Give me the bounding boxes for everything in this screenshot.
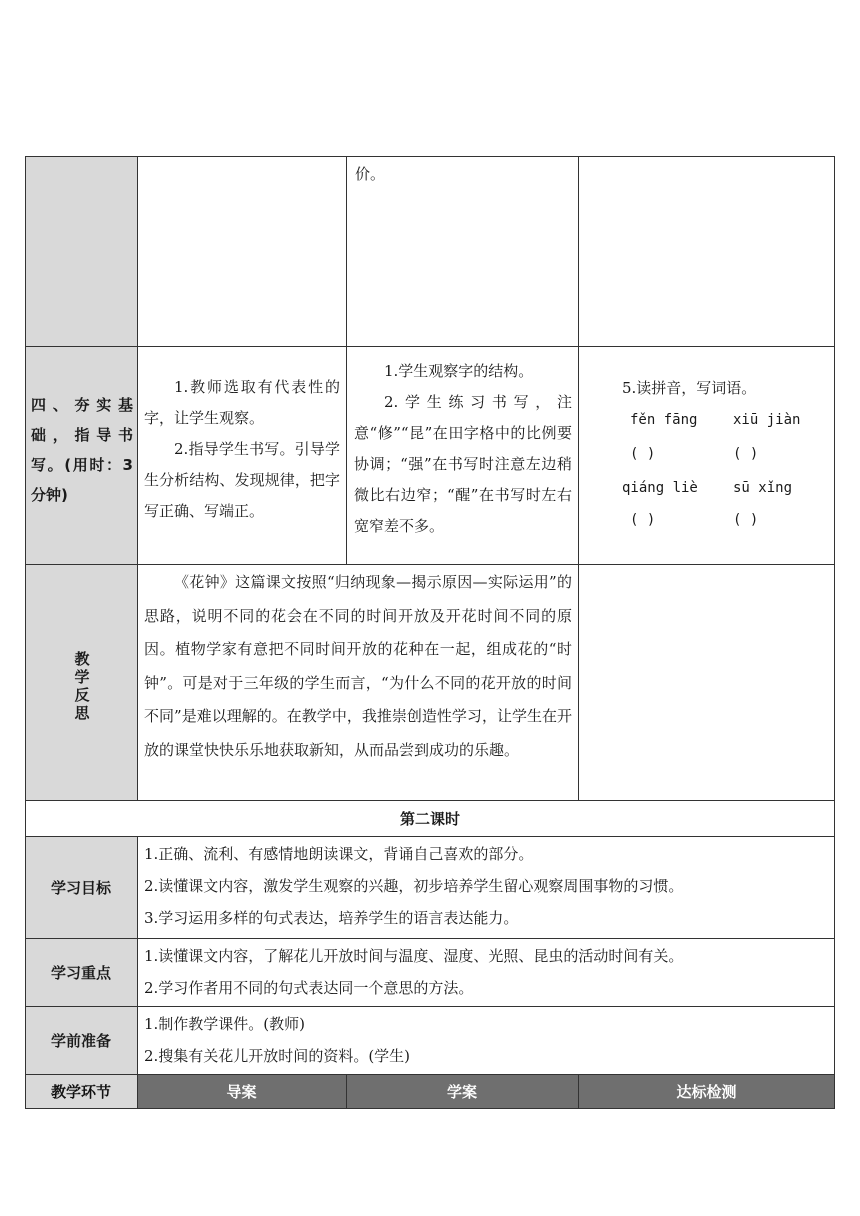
pinyin-3: qiáng liè bbox=[622, 480, 698, 496]
focus-item: 2.学习作者用不同的句式表达同一个意思的方法。 bbox=[144, 979, 474, 997]
goal-item: 2.读懂课文内容，激发学生观察的兴趣，初步培养学生留心观察周围事物的习惯。 bbox=[144, 877, 684, 895]
border-col1-bottom bbox=[137, 836, 138, 1108]
study-item-2: 2.学生练习书写，注意“修”“昆”在田字格中的比例要协调；“强”在书写时注意左边稍微比右边窄；“醒”在书写时左右宽窄差不多。 bbox=[354, 393, 572, 535]
goals-list bbox=[144, 838, 830, 934]
blank-2: ( ) bbox=[733, 446, 759, 462]
border-prep bbox=[25, 1074, 835, 1075]
border-focus bbox=[25, 1006, 835, 1007]
row2-guide bbox=[144, 372, 340, 527]
goals-label: 学习目标 bbox=[50, 878, 111, 897]
header-col2: 导案 bbox=[137, 1074, 346, 1108]
row1-label-cell bbox=[25, 156, 137, 346]
header-col3: 学案 bbox=[346, 1074, 578, 1108]
goal-item: 1.正确、流利、有感情地朗读课文，背诵自己喜欢的部分。 bbox=[144, 845, 534, 863]
border-col2-bottom bbox=[346, 1074, 347, 1108]
prep-label: 学前准备 bbox=[50, 1031, 111, 1050]
guide-item-1: 1.教师选取有代表性的字，让学生观察。 bbox=[144, 378, 340, 427]
focus-list bbox=[144, 940, 830, 1004]
border-goals bbox=[25, 938, 835, 939]
pinyin-2: xiū jiàn bbox=[733, 412, 801, 428]
border-row2 bbox=[25, 564, 835, 565]
guide-item-2: 2.指导学生书写。引导学生分析结构、发现规律，把字写正确、写端正。 bbox=[144, 440, 340, 520]
check-title: 5.读拼音，写词语。 bbox=[622, 379, 757, 397]
border-section bbox=[25, 836, 835, 837]
border-col1-top bbox=[137, 156, 138, 800]
border-right bbox=[834, 156, 835, 1109]
border-bottom bbox=[25, 1108, 835, 1109]
blank-1: ( ) bbox=[630, 446, 656, 462]
prep-item: 2.搜集有关花儿开放时间的资料。(学生) bbox=[144, 1047, 411, 1065]
row3-text bbox=[144, 566, 572, 767]
section-title: 第二课时 bbox=[399, 809, 460, 828]
border-top bbox=[25, 156, 835, 157]
goal-item: 3.学习运用多样的句式表达，培养学生的语言表达能力。 bbox=[144, 909, 519, 927]
border-col3-bottom bbox=[578, 1074, 579, 1108]
focus-item: 1.读懂课文内容，了解花儿开放时间与温度、湿度、光照、昆虫的活动时间有关。 bbox=[144, 947, 684, 965]
header-col4: 达标检测 bbox=[578, 1074, 835, 1108]
row2-study bbox=[354, 356, 572, 542]
row1-col3-text: 价。 bbox=[355, 165, 386, 183]
blank-4: ( ) bbox=[733, 512, 759, 528]
blank-3: ( ) bbox=[630, 512, 656, 528]
border-col3-top bbox=[578, 156, 579, 800]
border-col2-top bbox=[346, 156, 347, 564]
pinyin-1: fěn fāng bbox=[630, 412, 698, 428]
pinyin-4: sū xǐng bbox=[733, 480, 793, 496]
focus-label: 学习重点 bbox=[50, 963, 111, 982]
border-row1 bbox=[25, 346, 835, 347]
study-item-1: 1.学生观察字的结构。 bbox=[384, 362, 534, 380]
header-col1: 教学环节 bbox=[25, 1074, 137, 1108]
prep-item: 1.制作教学课件。(教师) bbox=[144, 1015, 306, 1033]
row3-label: 教学反思 bbox=[74, 650, 90, 722]
reflection-paragraph: 《花钟》这篇课文按照“归纳现象—揭示原因—实际运用”的思路，说明不同的花会在不同的时间开放及开花时间不同的原因。植物学家有意把不同时间开放的花种在一起，组成花的“时钟”。可是对于三年级的学生而言，“为什么不同的花开放的时间不同”是难以理解的。在教学中，我推崇创造性学习，让学生在开放的课堂快快乐乐地获取新知，从而品尝到成功的乐趣。 bbox=[144, 573, 572, 759]
row2-label: 四、夯实基础，指导书写。(用时：3分钟) bbox=[31, 396, 133, 504]
prep-list bbox=[144, 1008, 830, 1072]
